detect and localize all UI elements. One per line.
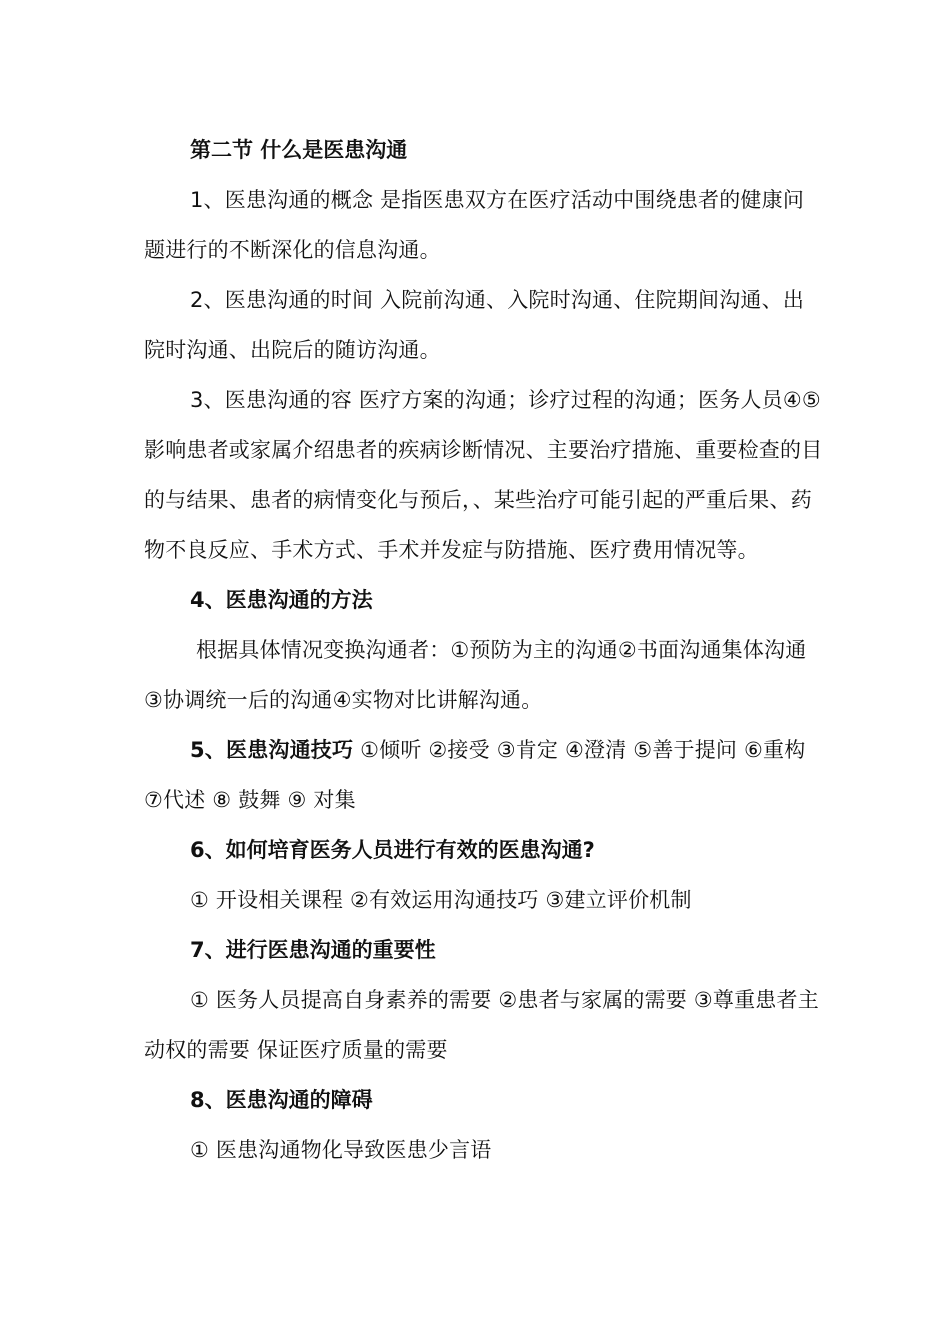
heading-methods: 4、医患沟通的方法 [190,588,373,612]
paragraph-concept: 1、医患沟通的概念 是指医患双方在医疗活动中围绕患者的健康问题进行的不断深化的信息沟通。 [144,188,805,262]
paragraph-skills [144,725,824,825]
paragraph-importance: ① 医务人员提高自身素养的需要 ②患者与家属的需要 ③尊重患者主动权的需要 保证医疗质量的需要 [144,988,819,1062]
heading-obstacles: 8、医患沟通的障碍 [190,1088,373,1112]
heading-skills: 5、医患沟通技巧 [190,738,354,762]
skills-list: ①倾听 ②接受 ③肯定 ④澄清 ⑤善于提问 ⑥重构 ⑦代述 ⑧ 鼓舞 ⑨ 对集 [144,738,806,812]
paragraph-content: 3、医患沟通的容 医疗方案的沟通；诊疗过程的沟通；医务人员④⑤影响患者或家属介绍患者的疾病诊断情况、主要治疗措施、重要检查的目的与结果、患者的病情变化与预后，、某些治疗可能引起的严重后果、药物不良反应、手术方式、手术并发症与防措施、医疗费用情况等。 [144,388,823,562]
paragraph-training: ① 开设相关课程 ②有效运用沟通技巧 ③建立评价机制 [190,888,692,912]
paragraph-time: 2、医患沟通的时间 入院前沟通、入院时沟通、住院期间沟通、出院时沟通、出院后的随访沟通。 [144,288,805,362]
heading-training: 6、如何培育医务人员进行有效的医患沟通? [190,838,595,862]
paragraph-methods: 根据具体情况变换沟通者：①预防为主的沟通②书面沟通集体沟通③协调统一后的沟通④实物对比讲解沟通。 [144,638,807,712]
heading-importance: 7、进行医患沟通的重要性 [190,938,436,962]
document-page [144,125,824,1175]
section-title: 第二节 什么是医患沟通 [190,138,408,162]
paragraph-obstacles: ① 医患沟通物化导致医患少言语 [190,1138,492,1162]
